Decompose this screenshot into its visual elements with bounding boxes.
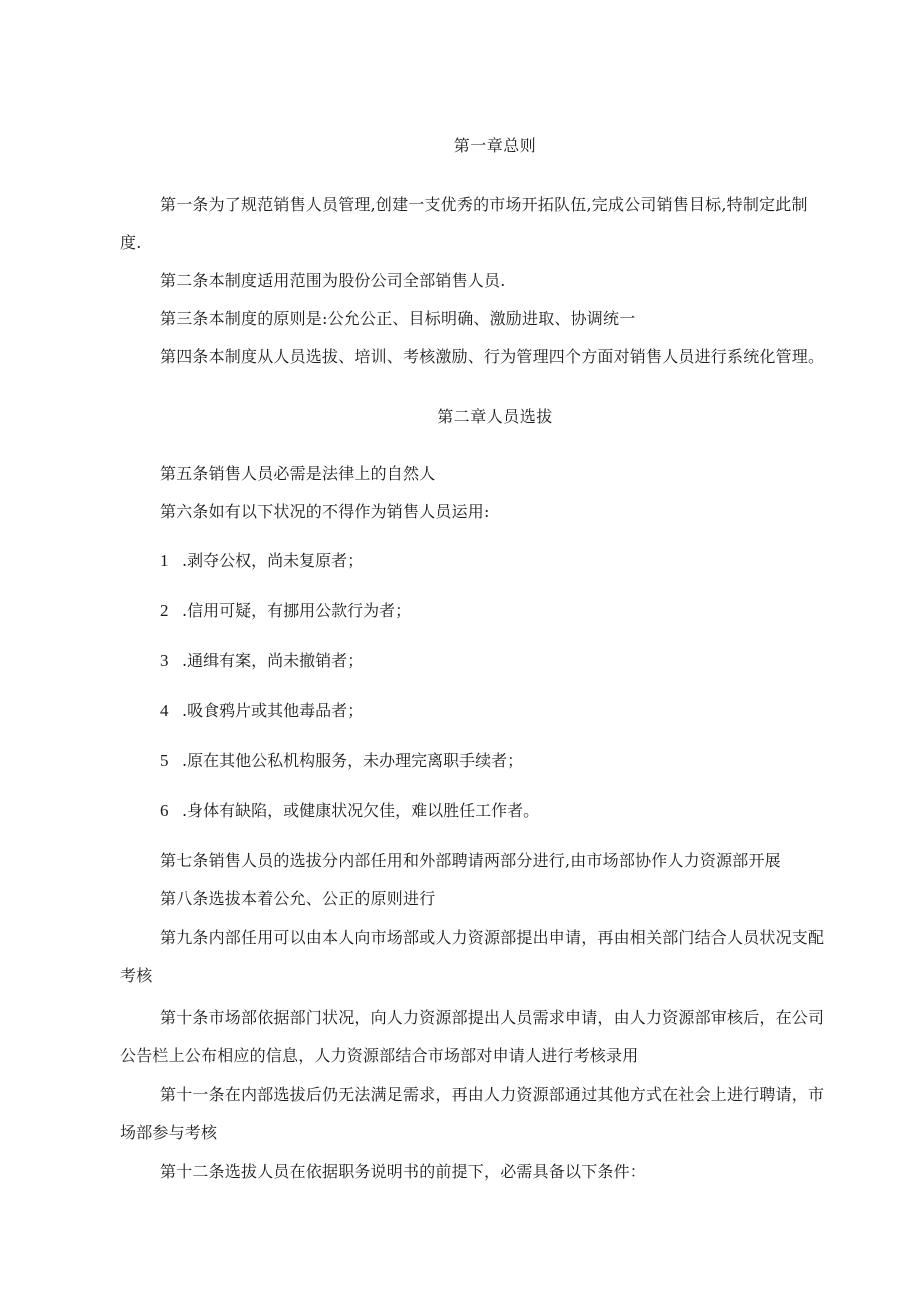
article-11-line-1: 第十一条在内部选拔后仍无法满足需求，再由人力资源部通过其他方式在社会上进行聘请，市	[160, 1085, 825, 1104]
condition-item	[160, 701, 363, 721]
article-9-line-2: 考核	[120, 966, 153, 985]
article-8: 第八条选拔本着公允、公正的原则进行	[160, 889, 436, 908]
article-11-line-2: 场部参与考核	[120, 1123, 218, 1142]
article-4: 第四条本制度从人员选拔、培训、考核激励、行为管理四个方面对销售人员进行系统化管理。	[160, 347, 825, 366]
article-10-line-1: 第十条市场部依据部门状况，向人力资源部提出人员需求申请，由人力资源部审核后，在公司	[160, 1008, 825, 1027]
condition-number: 5	[160, 751, 169, 770]
condition-text: .剥夺公权，尚未复原者；	[182, 551, 364, 570]
article-12: 第十二条选拔人员在依据职务说明书的前提下，必需具备以下条件：	[160, 1162, 647, 1181]
condition-number: 3	[160, 651, 169, 670]
condition-number: 2	[160, 601, 169, 620]
article-10-line-2: 公告栏上公布相应的信息，人力资源部结合市场部对申请人进行考核录用	[120, 1046, 639, 1065]
condition-text: .信用可疑，有挪用公款行为者；	[182, 601, 412, 620]
condition-item	[160, 601, 411, 621]
article-5: 第五条销售人员必需是法律上的自然人	[160, 464, 436, 483]
condition-item	[160, 651, 363, 671]
condition-item	[160, 551, 363, 571]
article-9-line-1: 第九条内部任用可以由本人向市场部或人力资源部提出申请，再由相关部门结合人员状况支配	[160, 928, 825, 947]
article-3: 第三条本制度的原则是:公允公正、目标明确、激励进取、协调统一	[160, 309, 636, 328]
article-1-line-1: 第一条为了规范销售人员管理,创建一支优秀的市场开拓队伍,完成公司销售目标,特制定此制	[160, 195, 808, 214]
condition-text: .吸食鸦片或其他毒品者；	[182, 701, 364, 720]
condition-item	[160, 751, 523, 771]
article-7: 第七条销售人员的选拔分内部任用和外部聘请两部分进行,由市场部协作人力资源部开展	[160, 851, 781, 870]
condition-text: .身体有缺陷，或健康状况欠佳，难以胜任工作者。	[182, 801, 540, 820]
condition-text: .通缉有案，尚未撤销者；	[182, 651, 364, 670]
chapter-2-title: 第二章人员选拔	[437, 407, 553, 426]
article-1-line-2: 度.	[120, 233, 142, 252]
condition-text: .原在其他公私机构服务，未办理完离职手续者；	[182, 751, 524, 770]
condition-number: 4	[160, 701, 169, 720]
article-2: 第二条本制度适用范围为股份公司全部销售人员.	[160, 271, 506, 290]
condition-number: 6	[160, 801, 169, 820]
condition-number: 1	[160, 551, 169, 570]
condition-item	[160, 801, 539, 821]
chapter-1-title: 第一章总则	[453, 136, 537, 155]
article-6: 第六条如有以下状况的不得作为销售人员运用:	[160, 502, 490, 521]
